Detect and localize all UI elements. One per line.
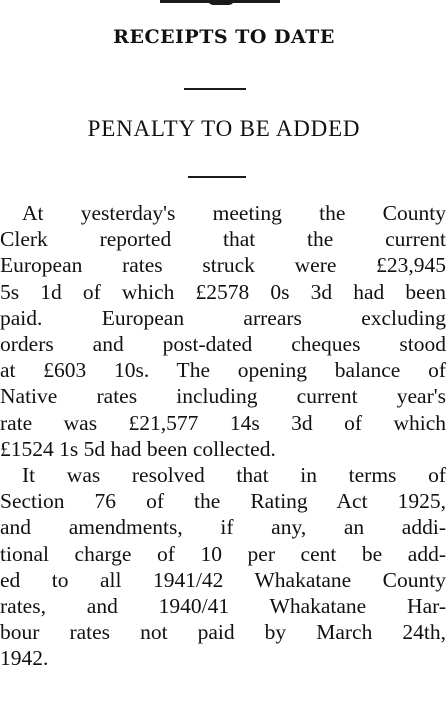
body-line: 5s 1d of which £2578 0s 3d had been	[0, 279, 446, 304]
subheadline-divider	[188, 176, 246, 178]
body-line: and amendments, if any, an addi-	[0, 515, 446, 540]
body-line: paid. European arrears excluding	[0, 305, 446, 330]
body-line: Clerk reported that the current	[0, 227, 446, 252]
body-line: It was resolved that in terms of	[22, 463, 446, 488]
subheadline: PENALTY TO BE ADDED	[87, 116, 361, 141]
body-line: £1524 1s 5d had been collected.	[0, 436, 276, 461]
body-line: 1942.	[0, 646, 49, 671]
body-line: Section 76 of the Rating Act 1925,	[0, 489, 446, 514]
body-line: rates, and 1940/41 Whakatane Har-	[0, 594, 446, 619]
body-line: At yesterday's meeting the County	[22, 201, 446, 225]
article-body	[0, 200, 446, 672]
body-line: rate was £21,577 14s 3d of which	[0, 410, 446, 435]
top-divider-ornament	[208, 0, 234, 5]
body-line: bour rates not paid by March 24th,	[0, 620, 446, 645]
headline: RECEIPTS TO DATE	[113, 26, 335, 48]
body-line: Native rates including current year's	[0, 384, 446, 409]
paragraph-2	[0, 462, 446, 672]
body-line: European rates struck were £23,945	[0, 253, 446, 278]
paragraph-1	[0, 200, 446, 462]
body-line: at £603 10s. The opening balance of	[0, 358, 446, 383]
body-line: tional charge of 10 per cent be add-	[0, 541, 446, 566]
body-line: ed to all 1941/42 Whakatane County	[0, 567, 446, 592]
headline-divider	[184, 88, 246, 90]
body-line: orders and post-dated cheques stood	[0, 332, 446, 357]
